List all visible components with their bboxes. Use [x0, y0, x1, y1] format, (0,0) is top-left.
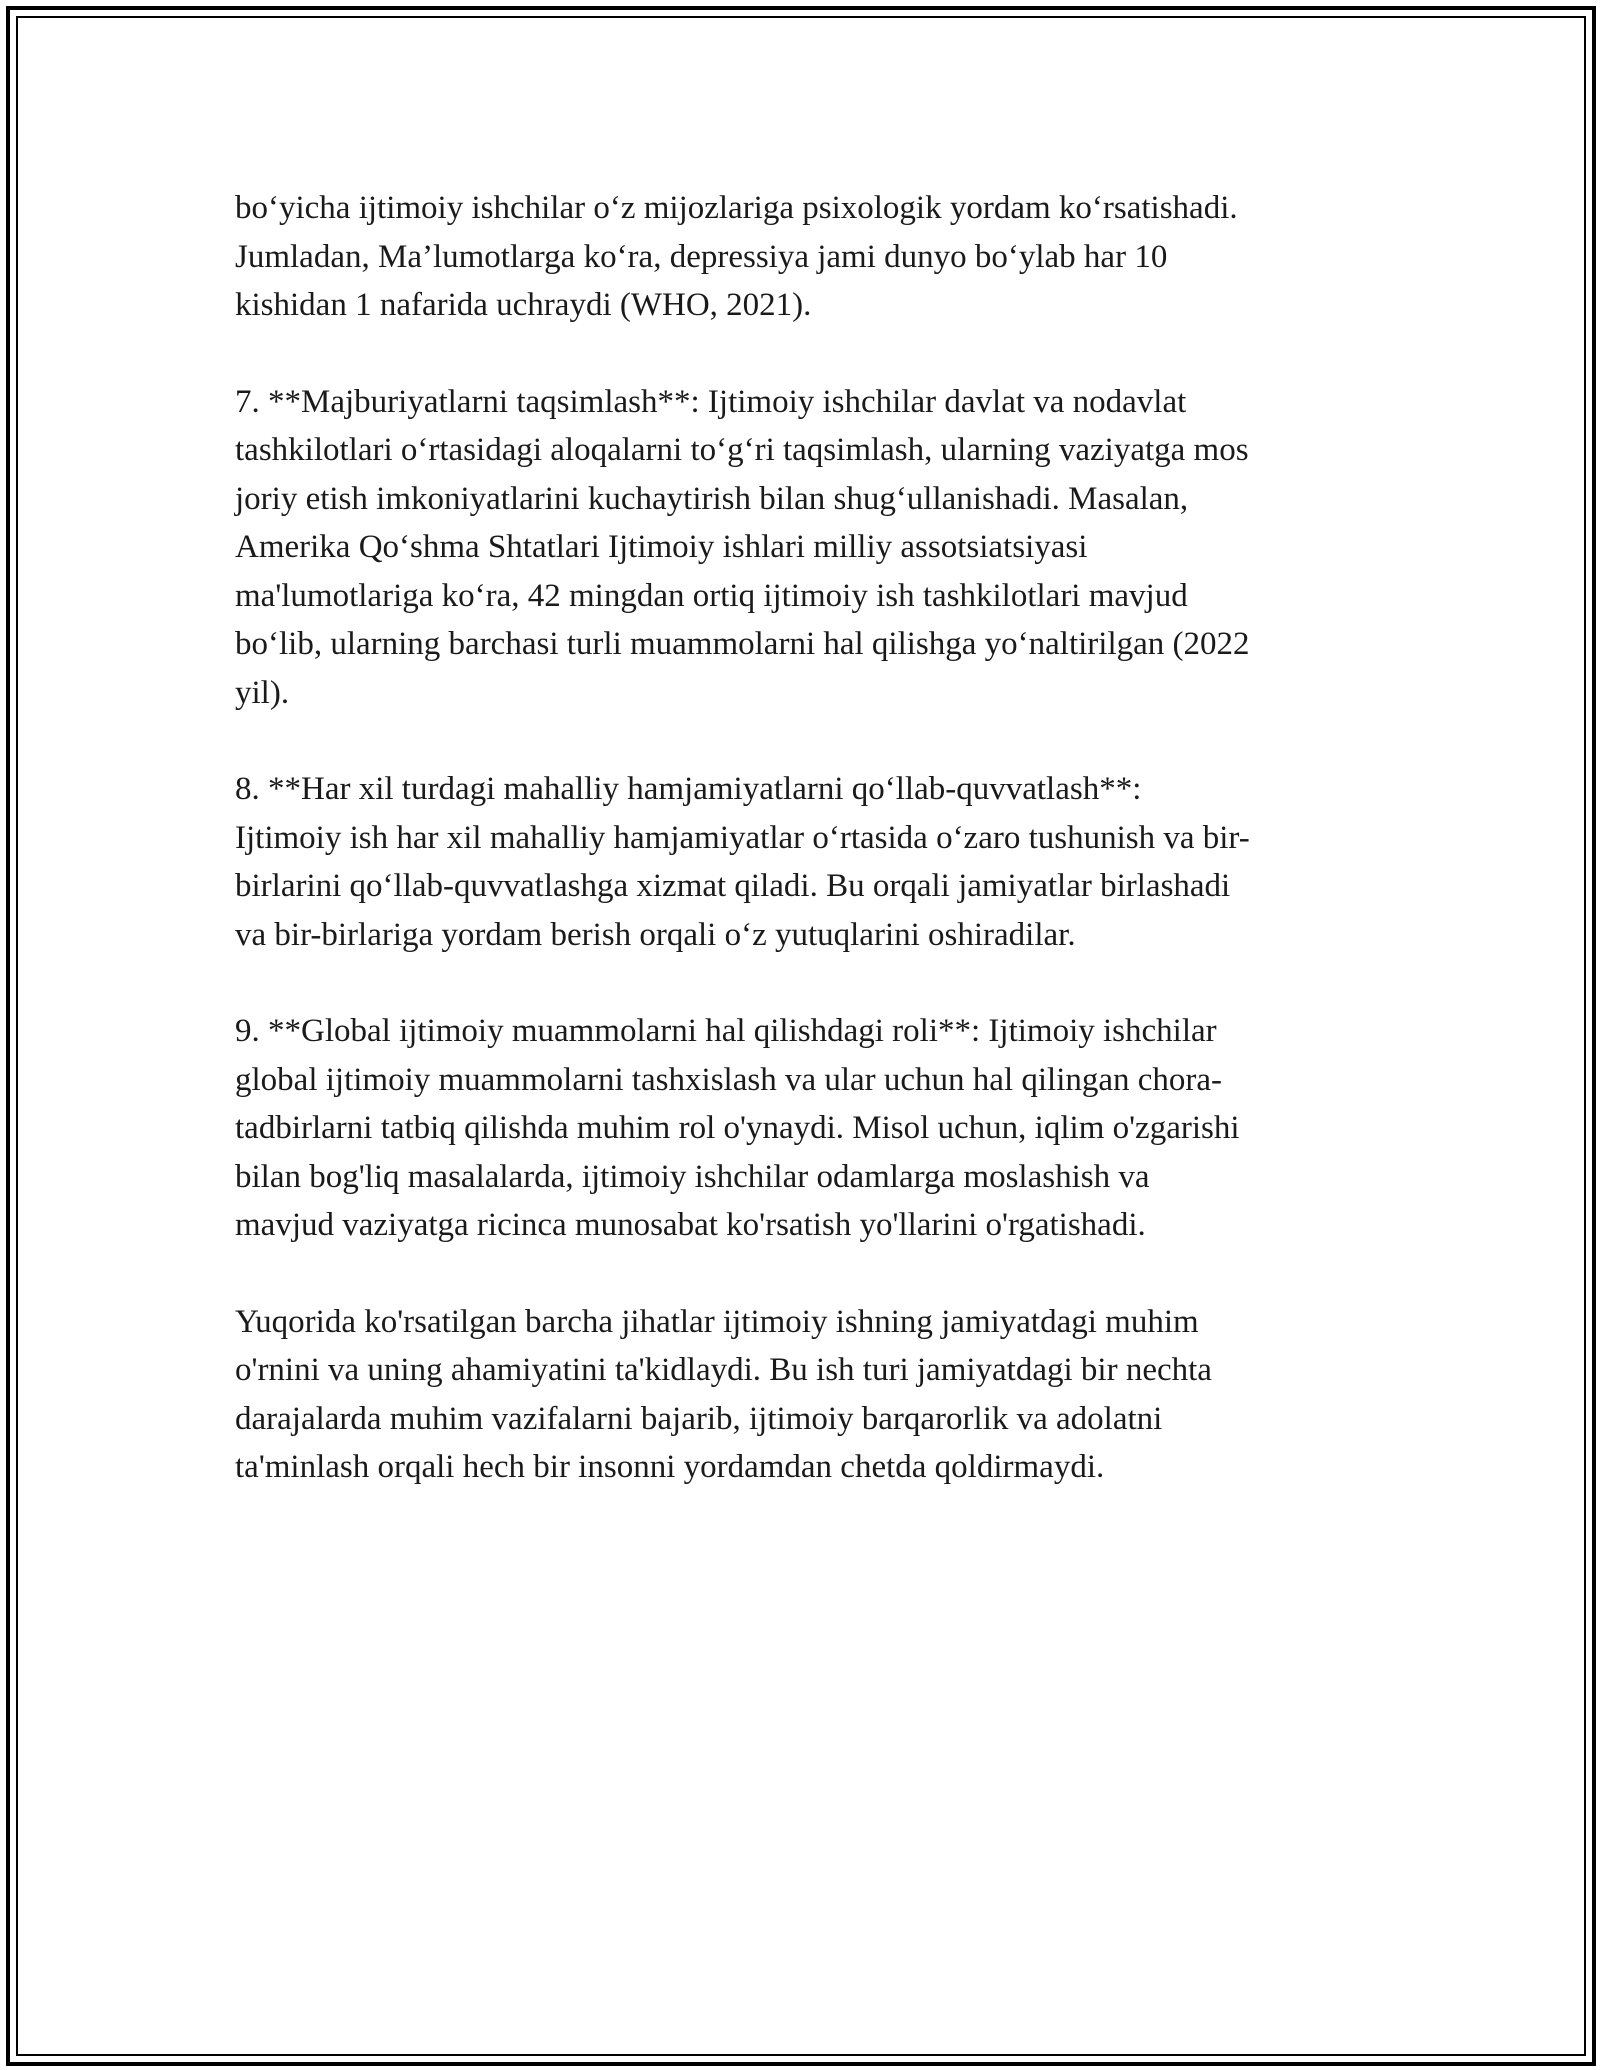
- paragraph-conclusion: Yuqorida ko'rsatilgan barcha jihatlar ijtimoiy ishning jamiyatdagi muhim o'rnini va uning ahamiyatini ta'kidlaydi. Bu ish turi jamiyatdagi bir nechta darajalarda muhim vazifalarni bajarib, ijtimoiy barqarorlik va adolatni ta'minlash orqali hech bir insonni yordamdan chetda qoldirmaydi.: [235, 1303, 1212, 1485]
- paragraph-item-8: 8. **Har xil turdagi mahalliy hamjamiyatlarni qo‘llab-quvvatlash**: Ijtimoiy ish har xil mahalliy hamjamiyatlar o‘rtasida o‘zaro tushunish va bir- birlarini qo‘llab-quvvatlashga xizmat qiladi. Bu orqali jamiyatlar birlashadi va bir-birlariga yordam berish orqali o‘z yutuqlarini oshiradilar.: [235, 771, 1250, 953]
- paragraph-item-9: 9. **Global ijtimoiy muammolarni hal qilishdagi roli**: Ijtimoiy ishchilar global ijtimoiy muammolarni tashxislash va ular uchun hal qilingan chora- tadbirlarni tatbiq qilishda muhim rol o'ynaydi. Misol uchun, iqlim o'zgarishi bilan bog'liq masalalarda, ijtimoiy ishchilar odamlarga moslashish va mavjud vaziyatga ricinca munosabat ko'rsatish yo'llarini o'rgatishadi.: [235, 1013, 1240, 1243]
- paragraph-item-7: 7. **Majburiyatlarni taqsimlash**: Ijtimoiy ishchilar davlat va nodavlat tashkilotlari o‘rtasidagi aloqalarni to‘g‘ri taqsimlash, ularning vaziyatga mos joriy etish imkoniyatlarini kuchaytirish bilan shug‘ullanishadi. Masalan, Amerika Qo‘shma Shtatlari Ijtimoiy ishlari milliy assotsiatsiyasi ma'lumotlariga ko‘ra, 42 mingdan ortiq ijtimoiy ish tashkilotlari mavjud bo‘lib, ularning barchasi turli muammolarni hal qilishga yo‘naltirilgan (2022 yil).: [235, 383, 1250, 711]
- paragraph-psychological-support: bo‘yicha ijtimoiy ishchilar o‘z mijozlariga psixologik yordam ko‘rsatishadi. Jumladan, Ma’lumotlarga ko‘ra, depressiya jami dunyo bo‘ylab har 10 kishidan 1 nafarida uchraydi (WHO, 2021).: [235, 190, 1238, 323]
- document-body: [235, 184, 1375, 1540]
